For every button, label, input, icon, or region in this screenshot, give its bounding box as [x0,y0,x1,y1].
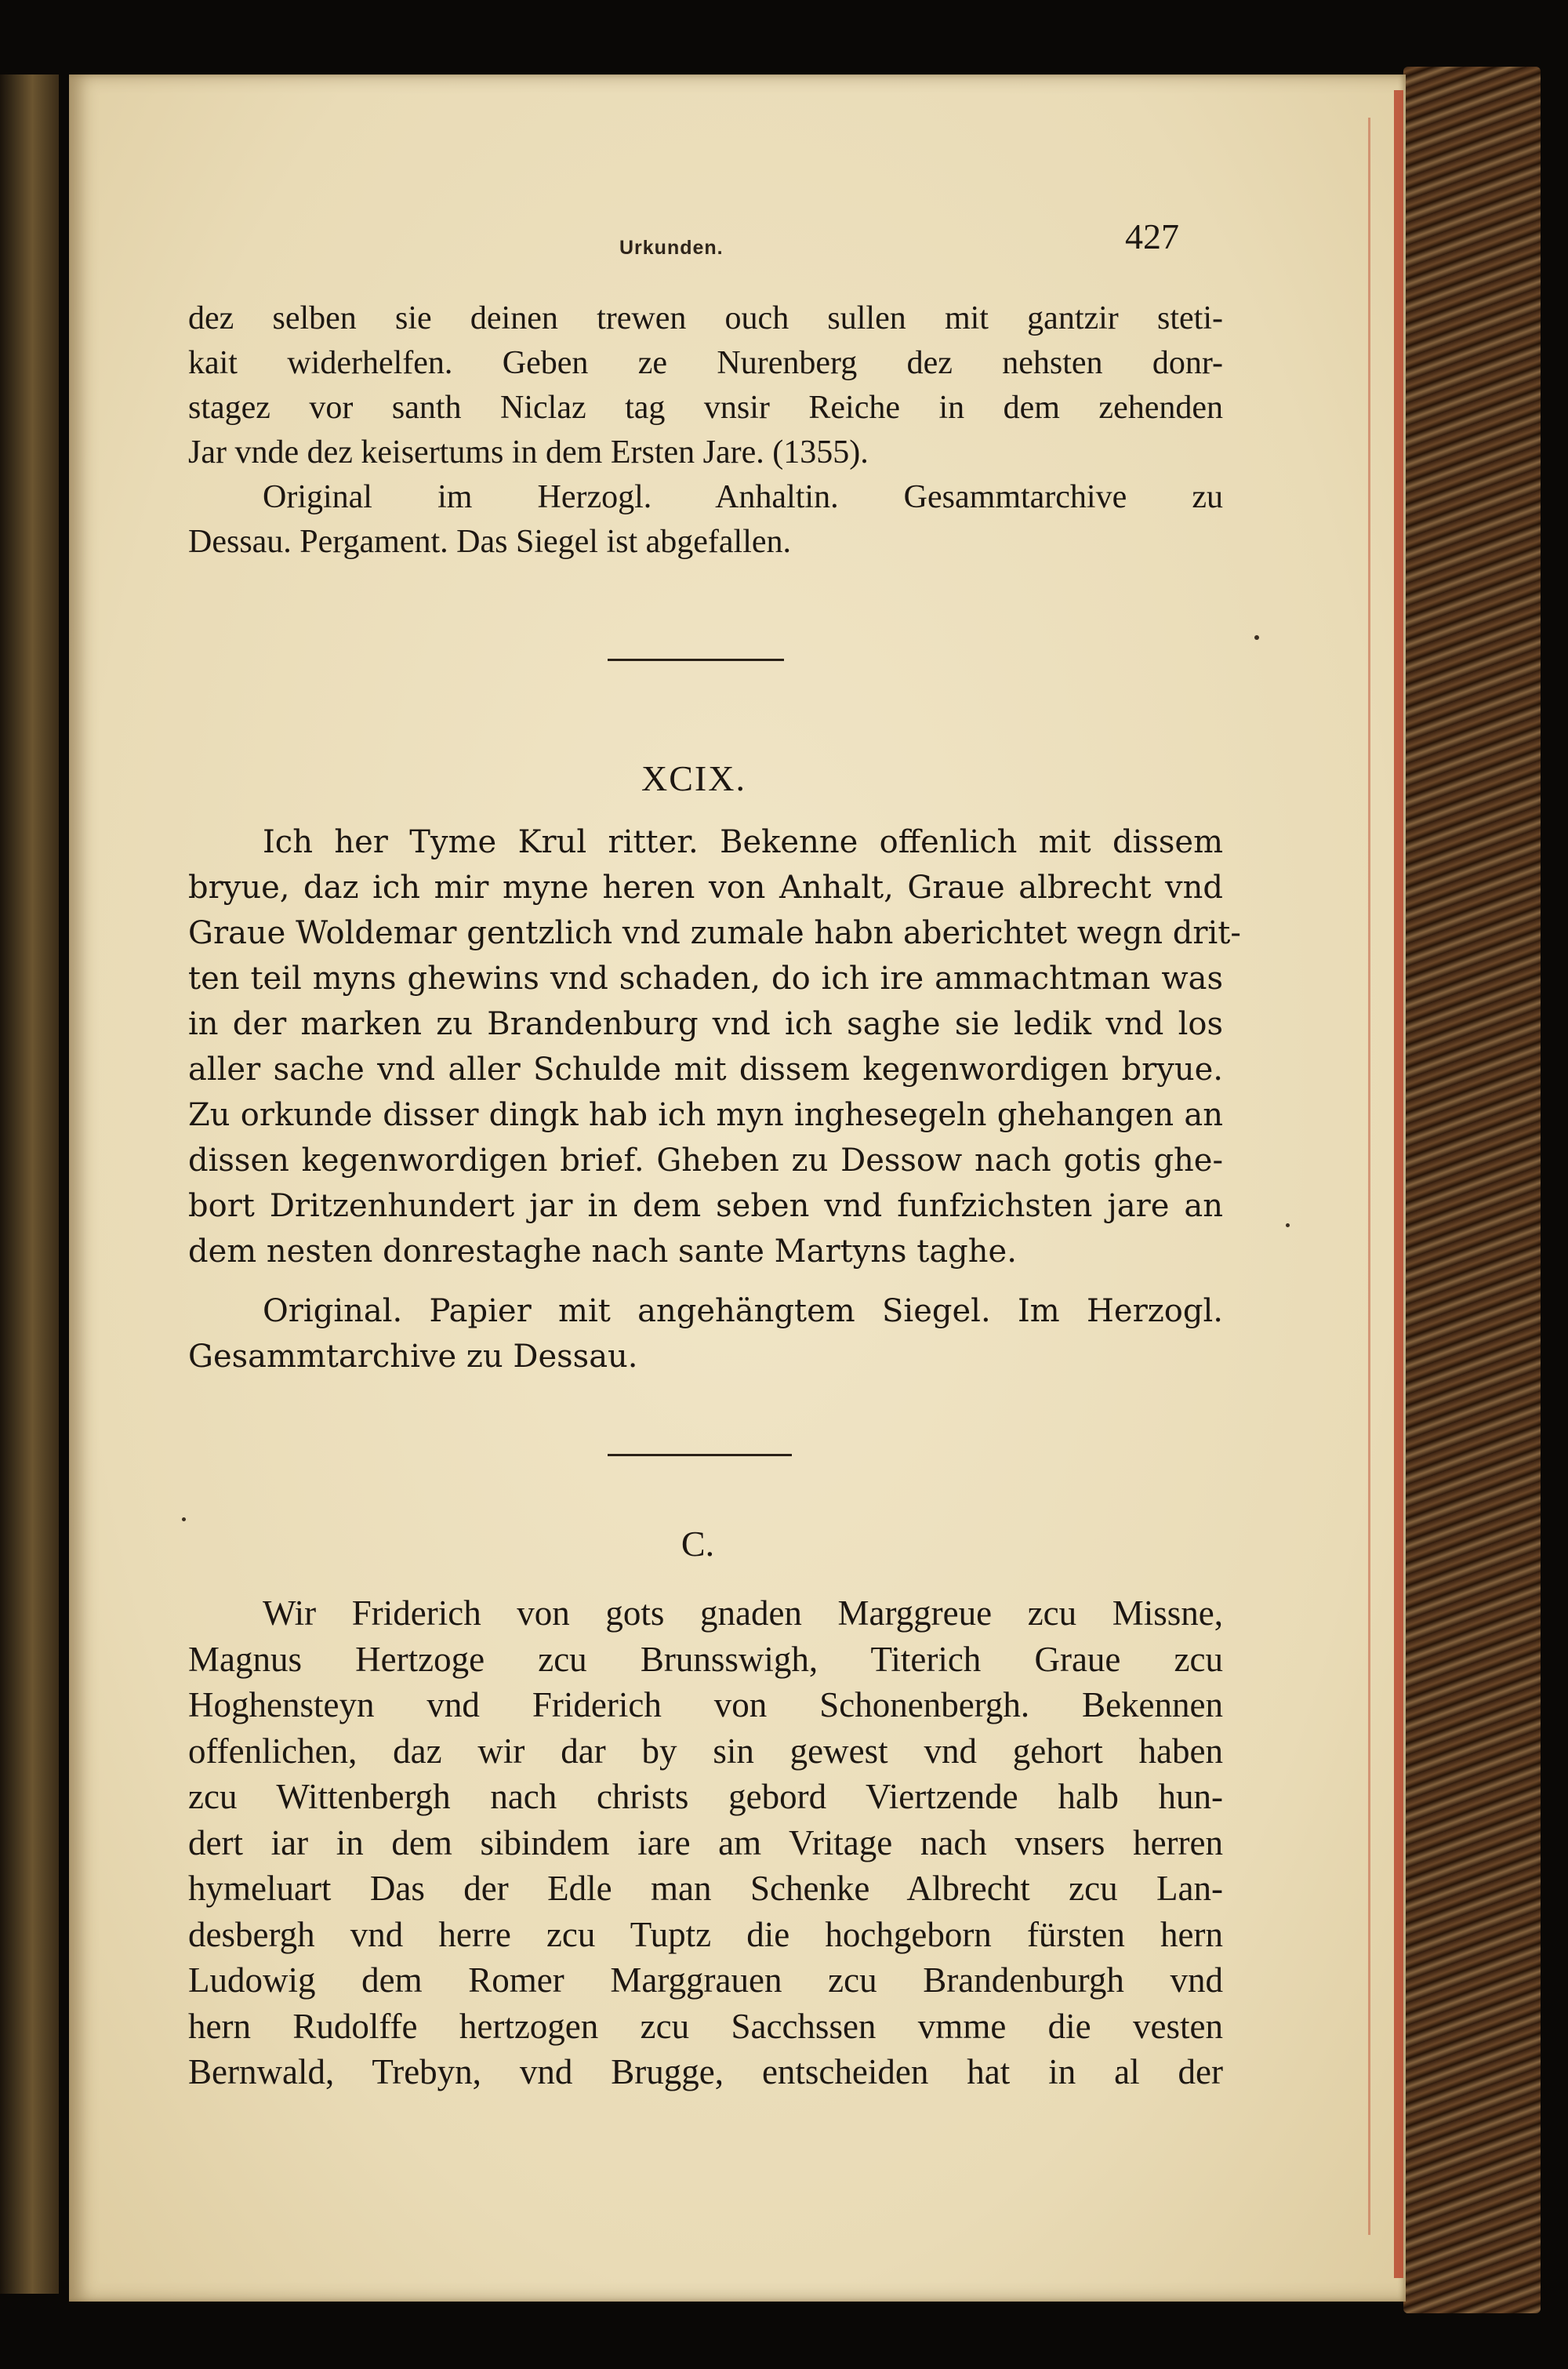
text-line: in der marken zu Brandenburg vnd ich saghe sie ledik vnd los [188,1006,1223,1042]
text-line: Ludowig dem Romer Marggrauen zcu Brandenburgh vnd [188,1960,1223,2000]
text-line: dissen kegenwordigen brief. Gheben zu Dessow nach gotis ghe- [188,1143,1223,1179]
text-line: dert iar in dem sibindem iare am Vritage nach vnsers herren [188,1822,1223,1862]
paper-speck [182,1517,186,1521]
paragraph-charter-c [188,1590,1223,2095]
text-line: zcu Wittenbergh nach christs gebord Viertzende halb hun- [188,1777,1223,1816]
paragraph-source-note-1 [188,475,1223,565]
text-line: Original. Papier mit angehängtem Siegel. Im Herzogl. [263,1293,1223,1329]
text-line: offenlichen, daz wir dar by sin gewest vnd gehort haben [188,1731,1223,1771]
page-number: 427 [1125,216,1179,256]
text-line: Graue Woldemar gentzlich vnd zumale habn aberichtet wegn drit- [188,915,1241,951]
text-line: kait widerhelfen. Geben ze Nurenberg dez nehsten donr- [188,345,1223,381]
text-line: Jar vnde dez keisertums in dem Ersten Jare. (1355). [188,434,869,471]
facing-page-edge [0,74,59,2294]
section-divider [608,659,784,661]
paragraph-source-note-2 [188,1288,1223,1379]
paragraph-charter-xcix [188,819,1241,1274]
text-line: stagez vor santh Niclaz tag vnsir Reiche in dem zehenden [188,390,1223,426]
paper-speck [1286,1223,1290,1227]
text-line: Wir Friderich von gots gnaden Marggreue zcu Missne, [263,1593,1223,1633]
red-page-edge [1394,90,1403,2278]
text-line: bort Dritzenhundert jar in dem seben vnd funfzichsten jare an [188,1188,1223,1224]
text-line: desbergh vnd herre zcu Tuptz die hochgeborn fürsten hern [188,1914,1223,1954]
paper-speck [1254,635,1259,640]
marbled-cover-edge [1403,67,1541,2313]
text-line: Bernwald, Trebyn, vnd Brugge, entscheiden hat in al der [188,2052,1223,2091]
text-line: hymeluart Das der Edle man Schenke Albrecht zcu Lan- [188,1869,1223,1908]
section-heading-c: C. [681,1524,715,1564]
text-line: ten teil myns ghewins vnd schaden, do ich ire ammachtman was [188,961,1223,997]
running-head: Urkunden. [619,237,724,259]
section-divider [608,1454,792,1456]
text-line: Dessau. Pergament. Das Siegel ist abgefallen. [188,524,792,560]
text-line: bryue, daz ich mir myne heren von Anhalt, Graue albrecht vnd [188,870,1223,906]
text-line: dez selben sie deinen trewen ouch sullen mit gantzir steti- [188,300,1223,336]
text-line: aller sache vnd aller Schulde mit dissem kegenwordigen bryue. [188,1052,1223,1088]
text-line: Ich her Tyme Krul ritter. Bekenne offenlich mit dissem [263,824,1223,860]
text-line: Gesammtarchive zu Dessau. [188,1339,638,1375]
page-edge-line [1368,118,1370,2235]
paragraph-charter-ending [188,296,1223,475]
text-line: Original im Herzogl. Anhaltin. Gesammtarchive zu [263,479,1223,515]
text-line: hern Rudolffe hertzogen zcu Sacchssen vmme die vesten [188,2006,1223,2046]
section-heading-xcix: XCIX. [641,758,746,798]
text-line: Hoghensteyn vnd Friderich von Schonenbergh. Bekennen [188,1685,1223,1724]
text-line: Zu orkunde disser dingk hab ich myn inghesegeln ghehangen an [188,1097,1223,1133]
text-line: dem nesten donrestaghe nach sante Martyns taghe. [188,1234,1017,1270]
text-line: Magnus Hertzoge zcu Brunsswigh, Titerich Graue zcu [188,1639,1223,1679]
